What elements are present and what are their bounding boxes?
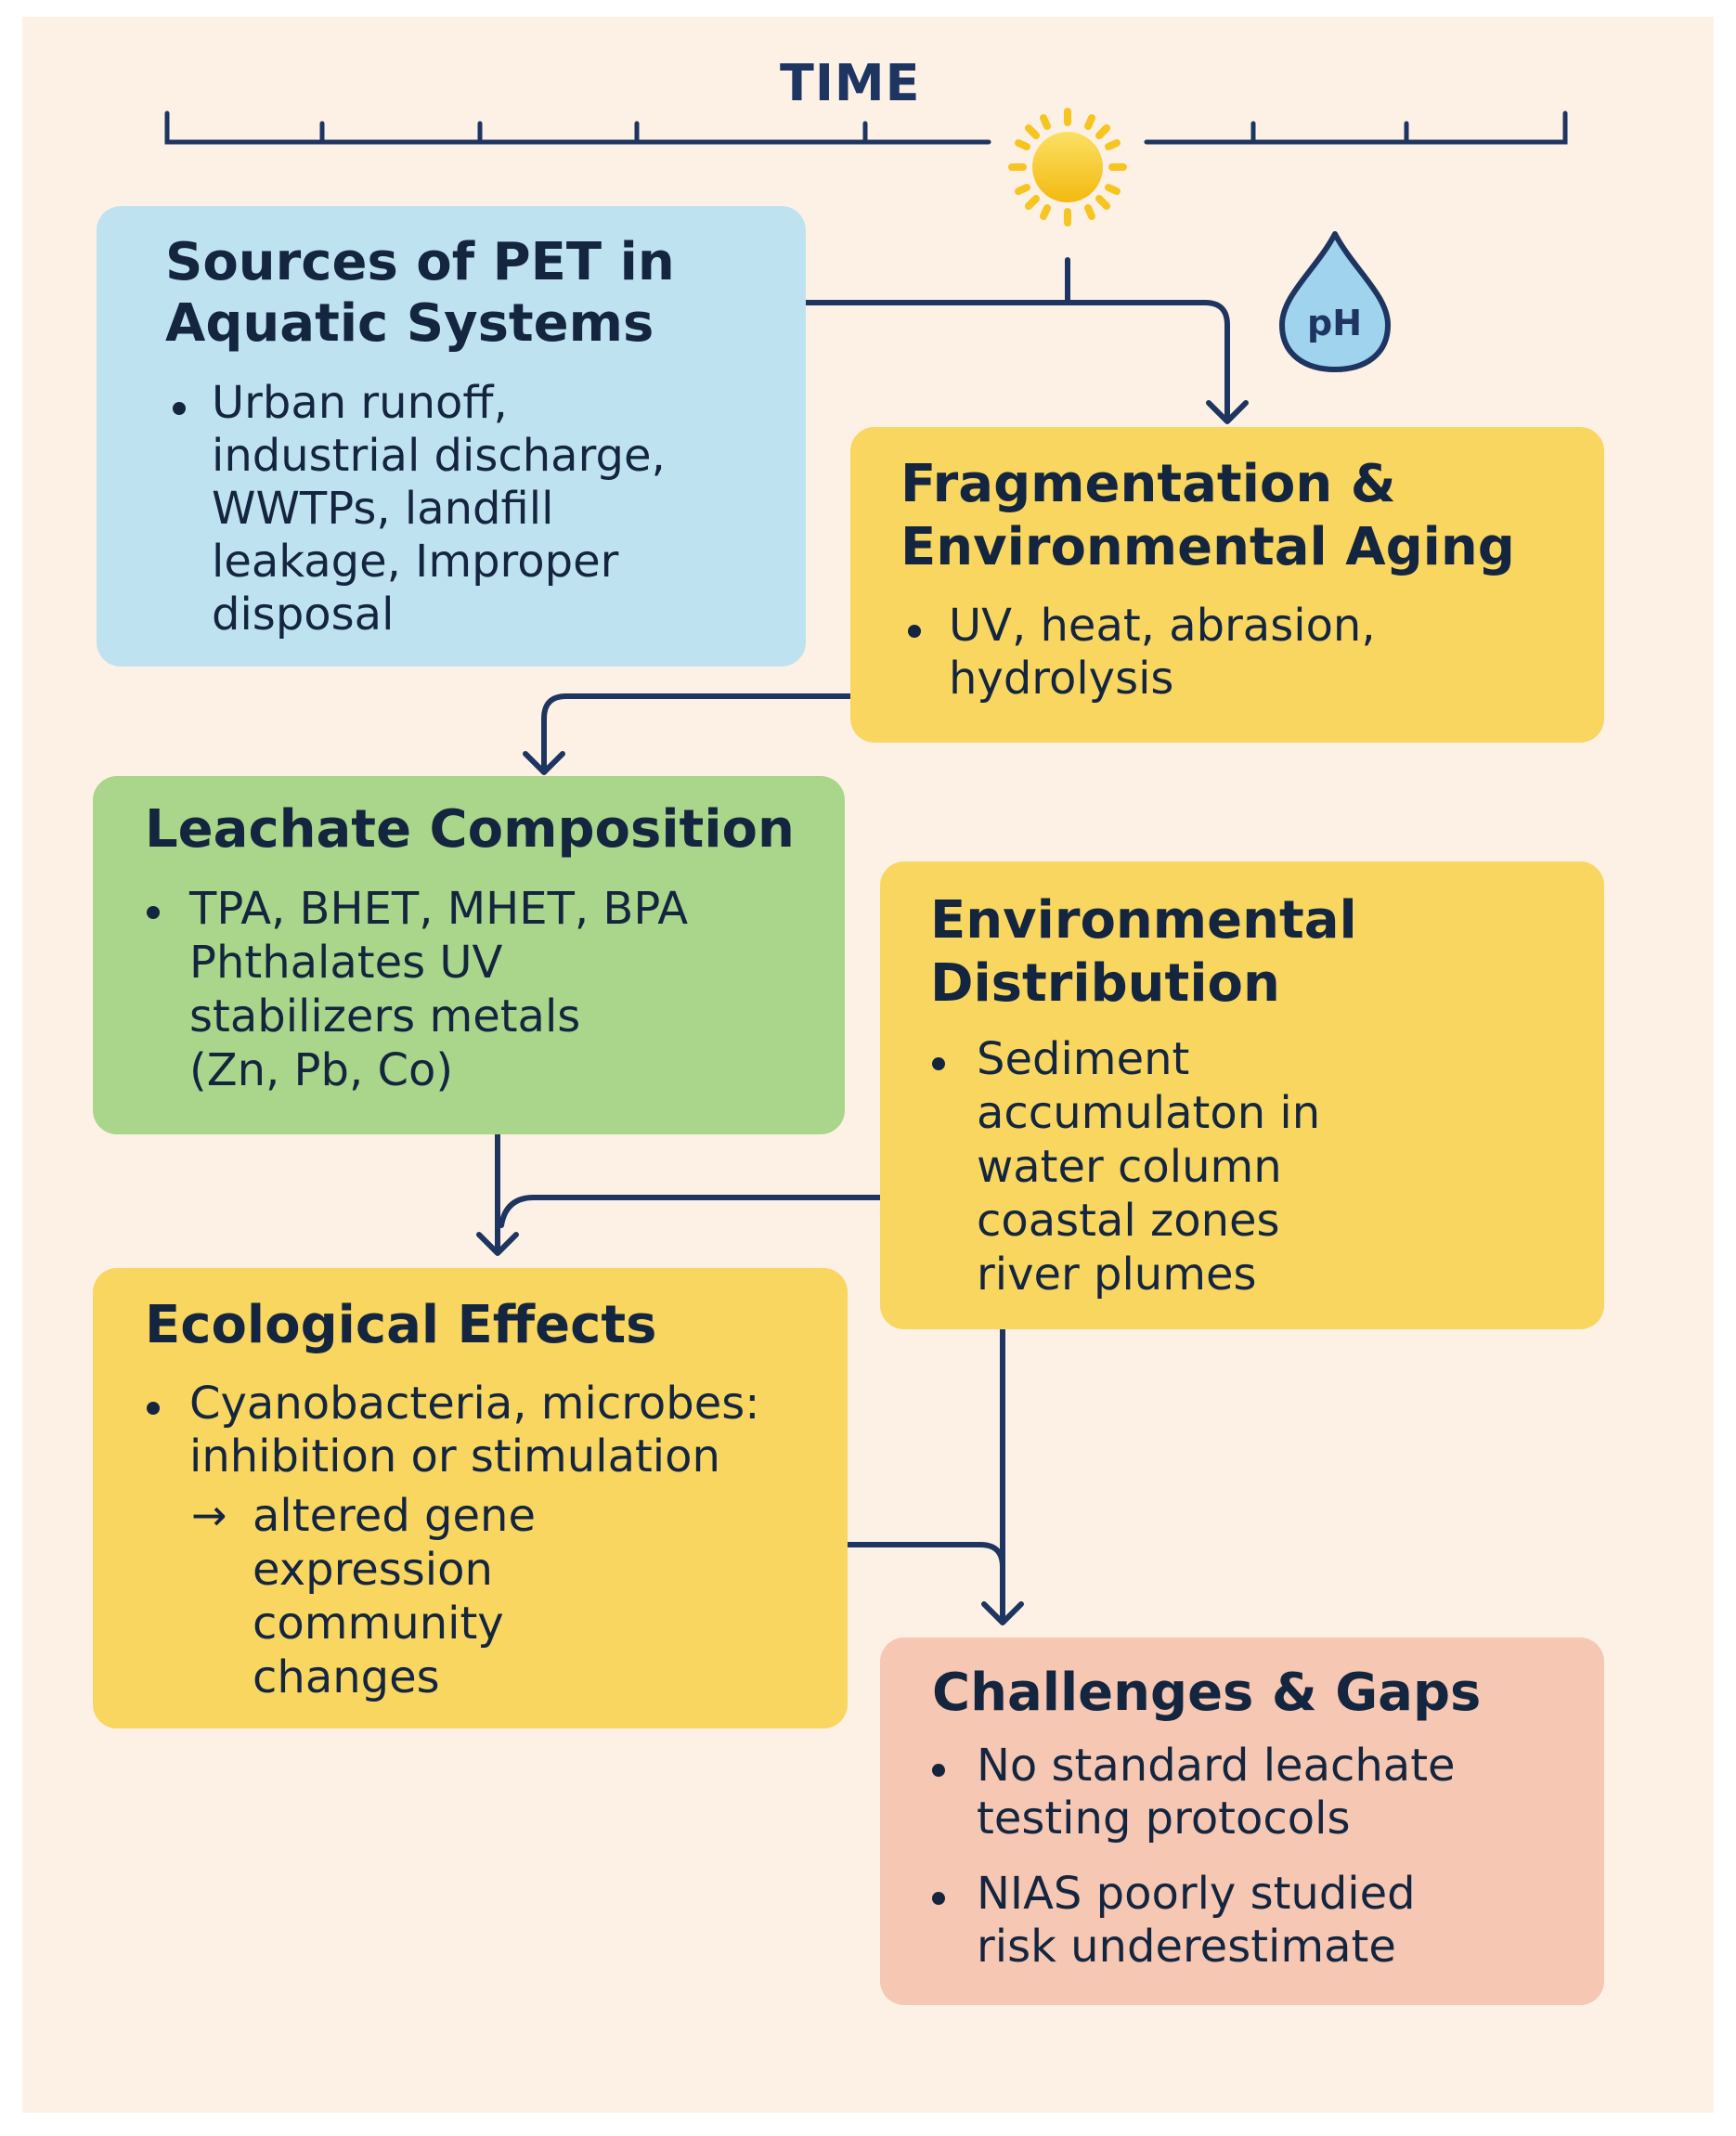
fragmentation-title: Fragmentation & Environmental Aging [900,454,1515,577]
bullet-dot [932,1764,945,1777]
bullet-dot [908,625,921,638]
sources-box [97,206,806,667]
bullet-dot [147,1402,160,1415]
right-arrow-icon: → [191,1490,227,1540]
leachate-box [93,776,845,1134]
timeline-axis [167,113,1565,142]
distribution-bullet: Sediment accumulaton in water column coastal zones river plumes [977,1033,1321,1301]
distribution-box [880,861,1604,1329]
bullet-dot [932,1892,945,1905]
challenges-bullet-1: No standard leachate testing protocols [977,1740,1456,1845]
ph-drop-icon [1282,234,1388,369]
bullet-dot [932,1057,945,1070]
sources-bullet: Urban runoff, industrial discharge, WWTPs, landfill leakage, Improper disposal [212,377,666,641]
timeline-label: TIME [780,54,921,112]
sun-icon [1012,111,1123,223]
leachate-title: Leachate Composition [145,799,795,860]
fragmentation-bullet: UV, heat, abrasion, hydrolysis [949,600,1376,705]
challenges-box [880,1638,1604,2005]
ecological-subpoints: altered gene expression community changes [253,1490,536,1703]
ecological-bullet: Cyanobacteria, microbes: inhibition or stimulation [189,1378,760,1482]
challenges-title: Challenges & Gaps [932,1663,1482,1723]
ecological-box [93,1268,848,1728]
fragmentation-box [850,427,1604,743]
ecological-title: Ecological Effects [145,1295,657,1355]
ph-label: pH [1307,303,1363,343]
bullet-dot [173,402,186,415]
sources-title: Sources of PET in Aquatic Systems [165,232,675,354]
challenges-bullet-2: NIAS poorly studied risk underestimate [977,1868,1416,1973]
bullet-dot [147,906,160,919]
distribution-title: Environmental Distribution [930,890,1357,1014]
leachate-bullet: TPA, BHET, MHET, BPA Phthalates UV stabilizers metals (Zn, Pb, Co) [189,883,689,1096]
